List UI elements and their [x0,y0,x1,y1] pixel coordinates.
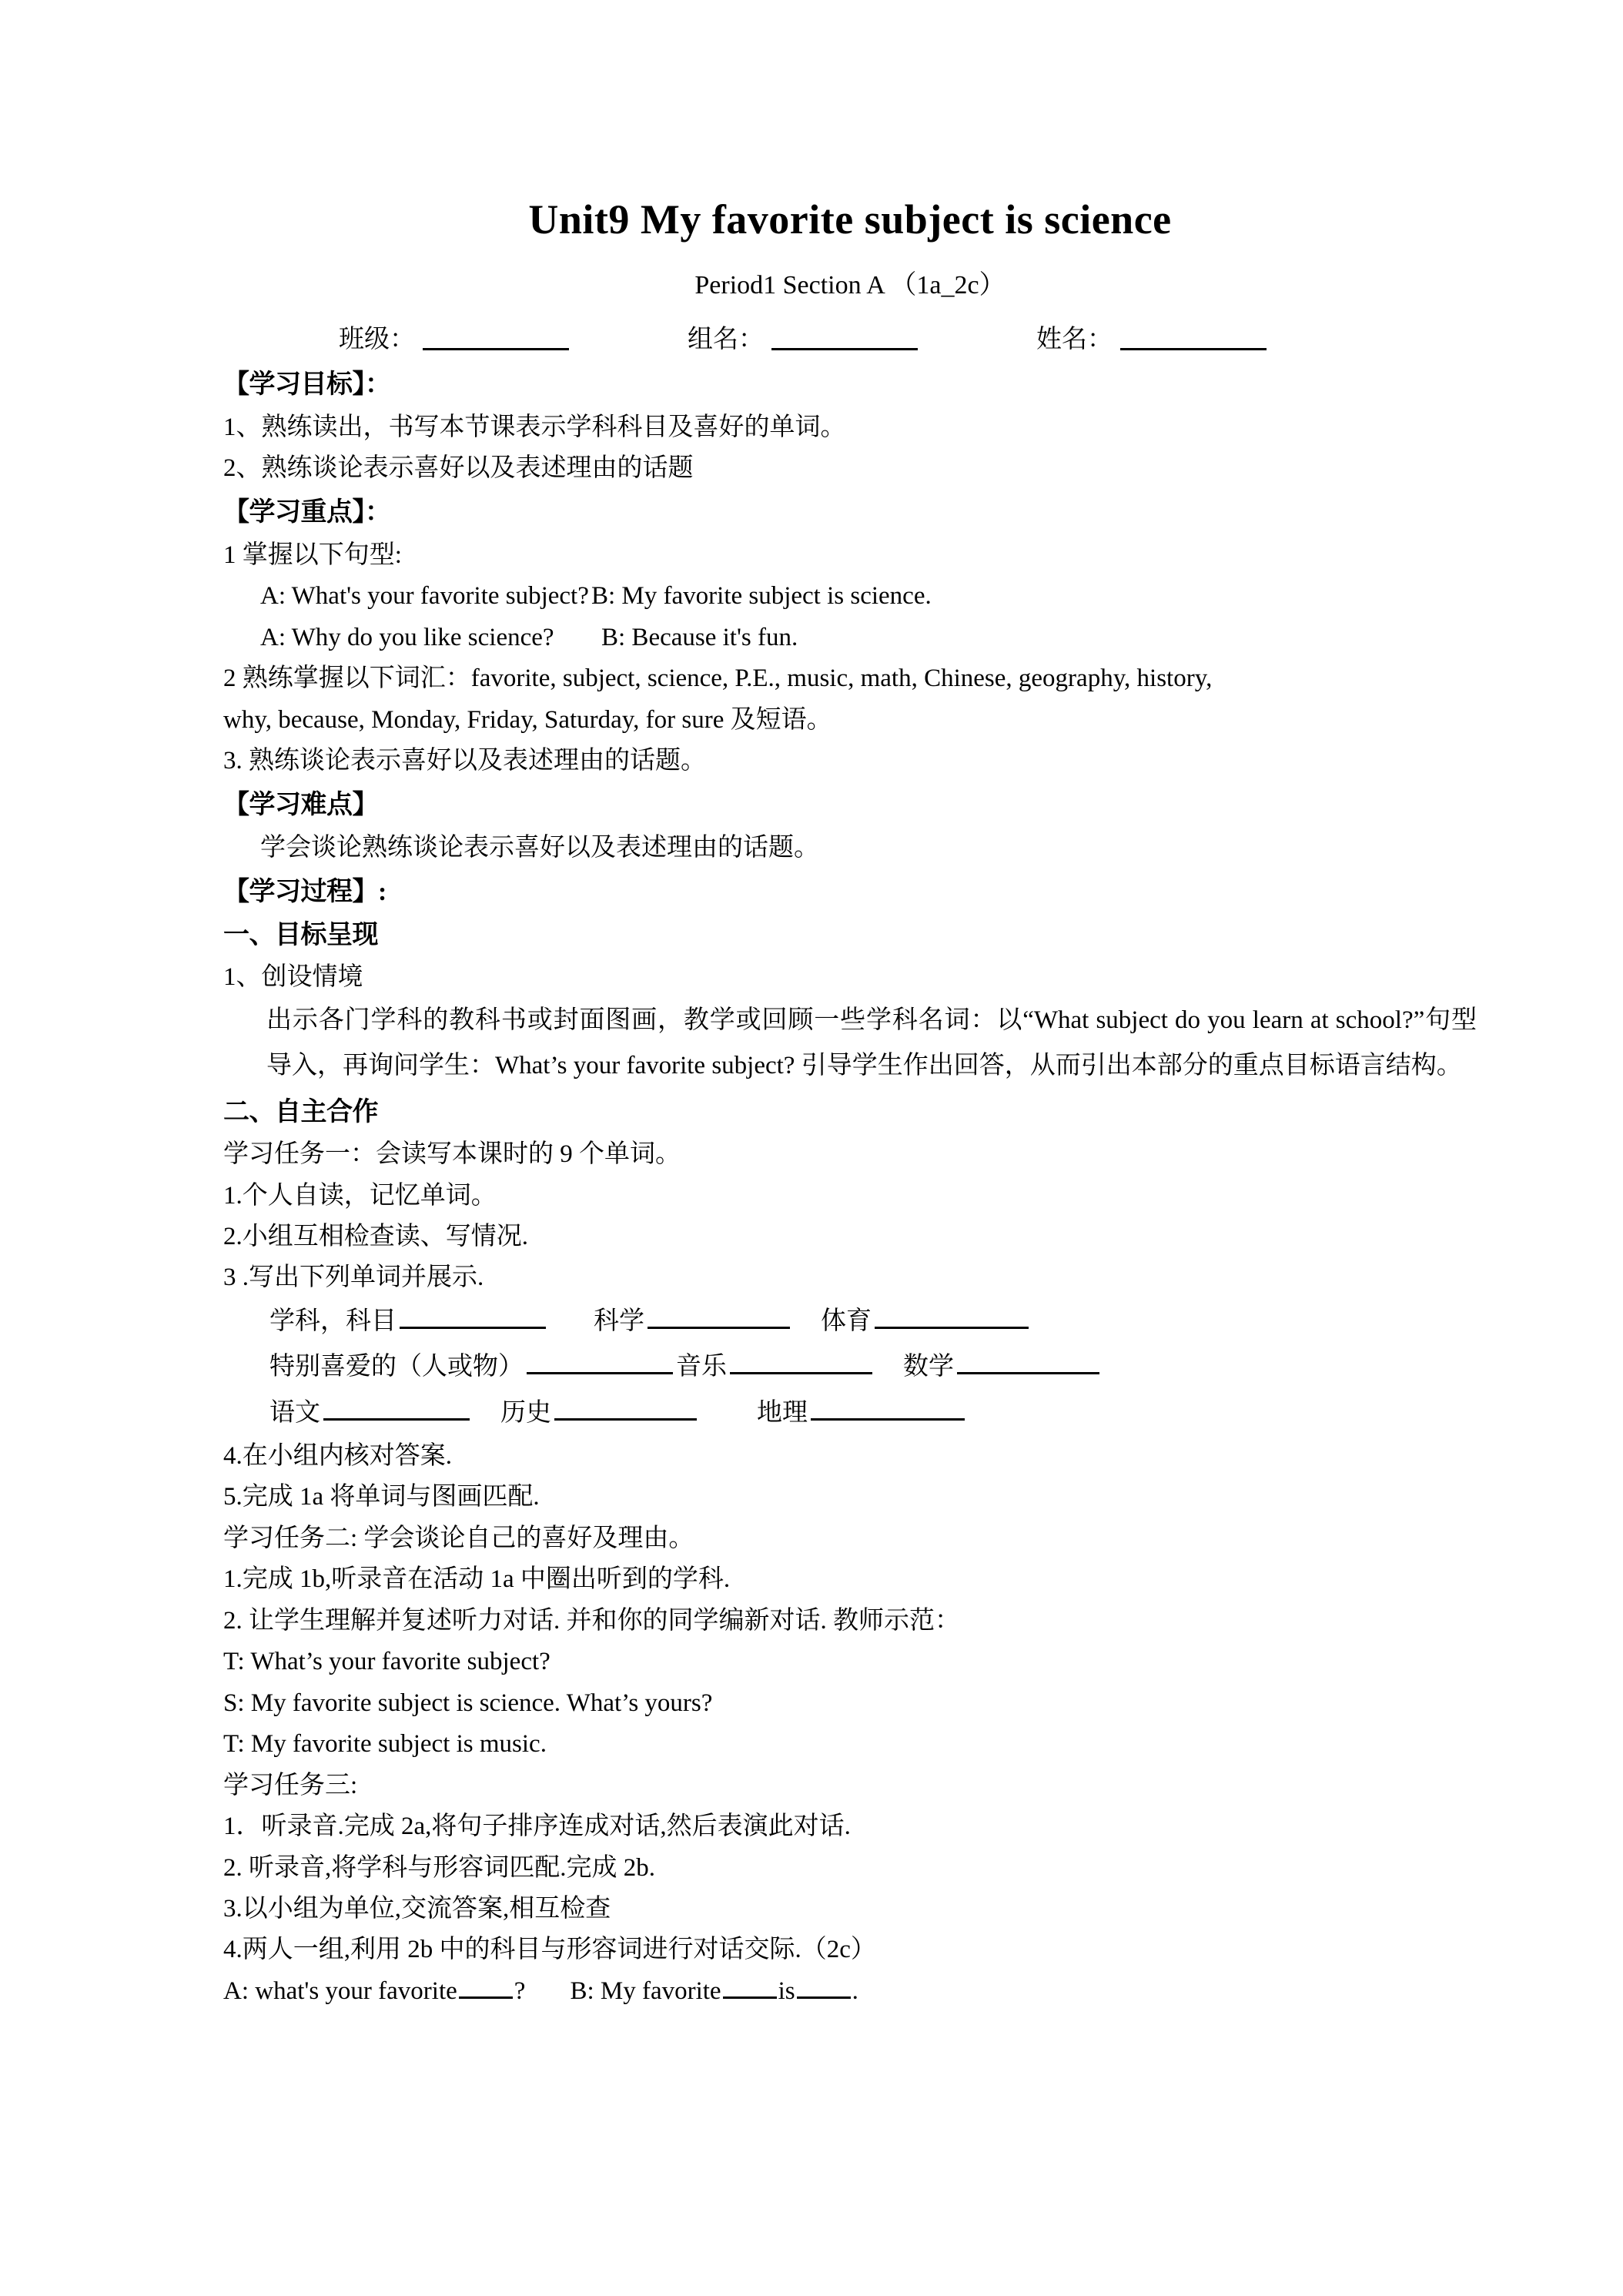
vocab-blank-subject[interactable] [400,1326,546,1329]
name-label: 姓名： [1036,326,1113,354]
task-one-step-3: 3 .写出下列单词并展示. [223,1263,484,1292]
task-three-step-4: 4.两人一组,利用 2b 中的科目与形容词进行对话交际.（2c） [223,1936,876,1964]
group-blank[interactable] [771,347,918,350]
task-one-title: 学习任务一：会读写本课时的 9 个单词。 [223,1140,681,1169]
key-vocab-line-2: why, because, Monday, Friday, Saturday, for sure 及短语。 [223,705,832,734]
final-practice-a-suffix: ? [514,1976,526,2005]
dialogue-row-2 [223,618,1477,658]
task-three-step-2: 2. 听录音,将学科与形容词匹配.完成 2b. [223,1853,655,1882]
vocab-blank-chinese[interactable] [323,1417,470,1421]
vocab-blank-geography[interactable] [811,1417,965,1421]
task-three-step-3: 3.以小组为单位,交流答案,相互检查 [223,1895,611,1923]
vocab-blank-pe[interactable] [875,1326,1029,1329]
name-field[interactable] [1036,319,1270,355]
final-practice-b-middle: is [778,1976,795,2005]
vocab-label-chinese: 语文 [269,1398,320,1427]
model-dialogue-line-1: T: What’s your favorite subject? [223,1648,550,1676]
task-three-step-1: 1．听录音.完成 2a,将句子排序连成对话,然后表演此对话. [223,1812,851,1841]
group-field[interactable] [688,319,921,355]
difficulty-heading: 【学习难点】 [223,791,378,820]
dialogue-1-question: A: What's your favorite subject? [260,582,589,611]
section-one-paragraph: 出示各门学科的教科书或封面图画，教学或回顾一些学科名词：以“What subject do you learn at school?”句型导入，再询问学生：What’s your favorite subject? 引导学生作出回答，从而引出本部分的重点目标语言结构。 [266,1006,1477,1080]
key-points-intro: 1 掌握以下句型: [223,541,402,569]
dialogue-1-answer: B: My favorite subject is science. [591,582,932,611]
vocab-blank-math[interactable] [957,1371,1099,1374]
vocab-blank-music[interactable] [730,1371,872,1374]
section-one-item: 1、创设情境 [223,962,363,991]
page-subtitle: Period1 Section A （1a_2c） [694,271,1006,300]
process-heading: 【学习过程】: [223,878,387,907]
key-points-heading: 【学习重点】： [223,498,391,527]
class-label: 班级： [339,326,415,354]
task-three-title: 学习任务三: [223,1771,358,1799]
final-practice-a-prefix: A: what's your favorite [223,1976,457,2005]
task-two-title: 学习任务二: 学会谈论自己的喜好及理由。 [223,1524,694,1552]
vocab-label-pe: 体育 [821,1307,872,1335]
final-practice-blank-b1[interactable] [723,1996,777,1999]
final-practice-blank-b2[interactable] [797,1996,851,1999]
student-meta-row [223,319,1477,355]
vocab-blank-science[interactable] [648,1326,790,1329]
key-point-item-3: 3. 熟练谈论表示喜好以及表述理由的话题。 [223,747,706,775]
task-one-step-2: 2.小组互相检查读、写情况. [223,1222,528,1250]
final-practice-blank-a[interactable] [459,1996,513,1999]
task-two-step-2: 2. 让学生理解并复述听力对话. 并和你的同学编新对话. 教师示范： [223,1606,960,1635]
vocab-blank-row-2 [223,1344,1477,1390]
vocab-label-history: 历史 [500,1398,551,1427]
task-one-step-5: 5.完成 1a 将单词与图画匹配. [223,1483,540,1511]
page-title: Unit9 My favorite subject is science [528,196,1172,243]
vocab-label-geography: 地理 [757,1398,808,1427]
section-one-heading: 一、目标呈现 [223,920,378,949]
final-practice-row [223,1971,1477,2012]
model-dialogue-line-2: S: My favorite subject is science. What’s yours? [223,1689,713,1717]
vocab-blank-row-3 [223,1391,1477,1436]
vocab-label-science: 科学 [594,1307,644,1335]
difficulty-text: 学会谈论熟练谈论表示喜好以及表述理由的话题。 [260,833,819,862]
task-one-step-4: 4.在小组内核对答案. [223,1442,452,1471]
objectives-heading: 【学习目标】： [223,370,391,400]
final-practice-b-suffix: . [852,1976,858,2005]
model-dialogue-line-3: T: My favorite subject is music. [223,1730,547,1759]
objective-item-2: 2、熟练谈论表示喜好以及表述理由的话题 [223,454,694,483]
vocab-blank-history[interactable] [554,1417,697,1421]
name-blank[interactable] [1120,347,1267,350]
vocab-blank-favorite[interactable] [527,1371,673,1374]
vocab-blank-row-1 [223,1299,1477,1344]
vocab-label-music: 音乐 [676,1353,727,1381]
task-two-step-1: 1.完成 1b,听录音在活动 1a 中圈出听到的学科. [223,1565,731,1594]
objective-item-1: 1、熟练读出，书写本节课表示学科科目及喜好的单词。 [223,413,846,441]
group-label: 组名： [688,326,764,354]
dialogue-2-answer: B: Because it's fun. [601,623,798,651]
final-practice-b-prefix: B: My favorite [570,1976,721,2005]
task-one-step-1: 1.个人自读，记忆单词。 [223,1181,497,1210]
key-vocab-line-1: 2 熟练掌握以下词汇：favorite, subject, science, P.E., music, math, Chinese, geography, history, [223,664,1213,693]
vocab-label-math: 数学 [903,1353,954,1381]
section-two-heading: 二、自主合作 [223,1097,378,1126]
dialogue-2-question: A: Why do you like science? [260,623,554,651]
vocab-label-subject: 学科，科目 [269,1307,397,1335]
dialogue-row-1 [223,576,1477,617]
class-field[interactable] [339,319,572,355]
vocab-label-favorite: 特别喜爱的（人或物） [269,1353,524,1381]
class-blank[interactable] [423,347,569,350]
